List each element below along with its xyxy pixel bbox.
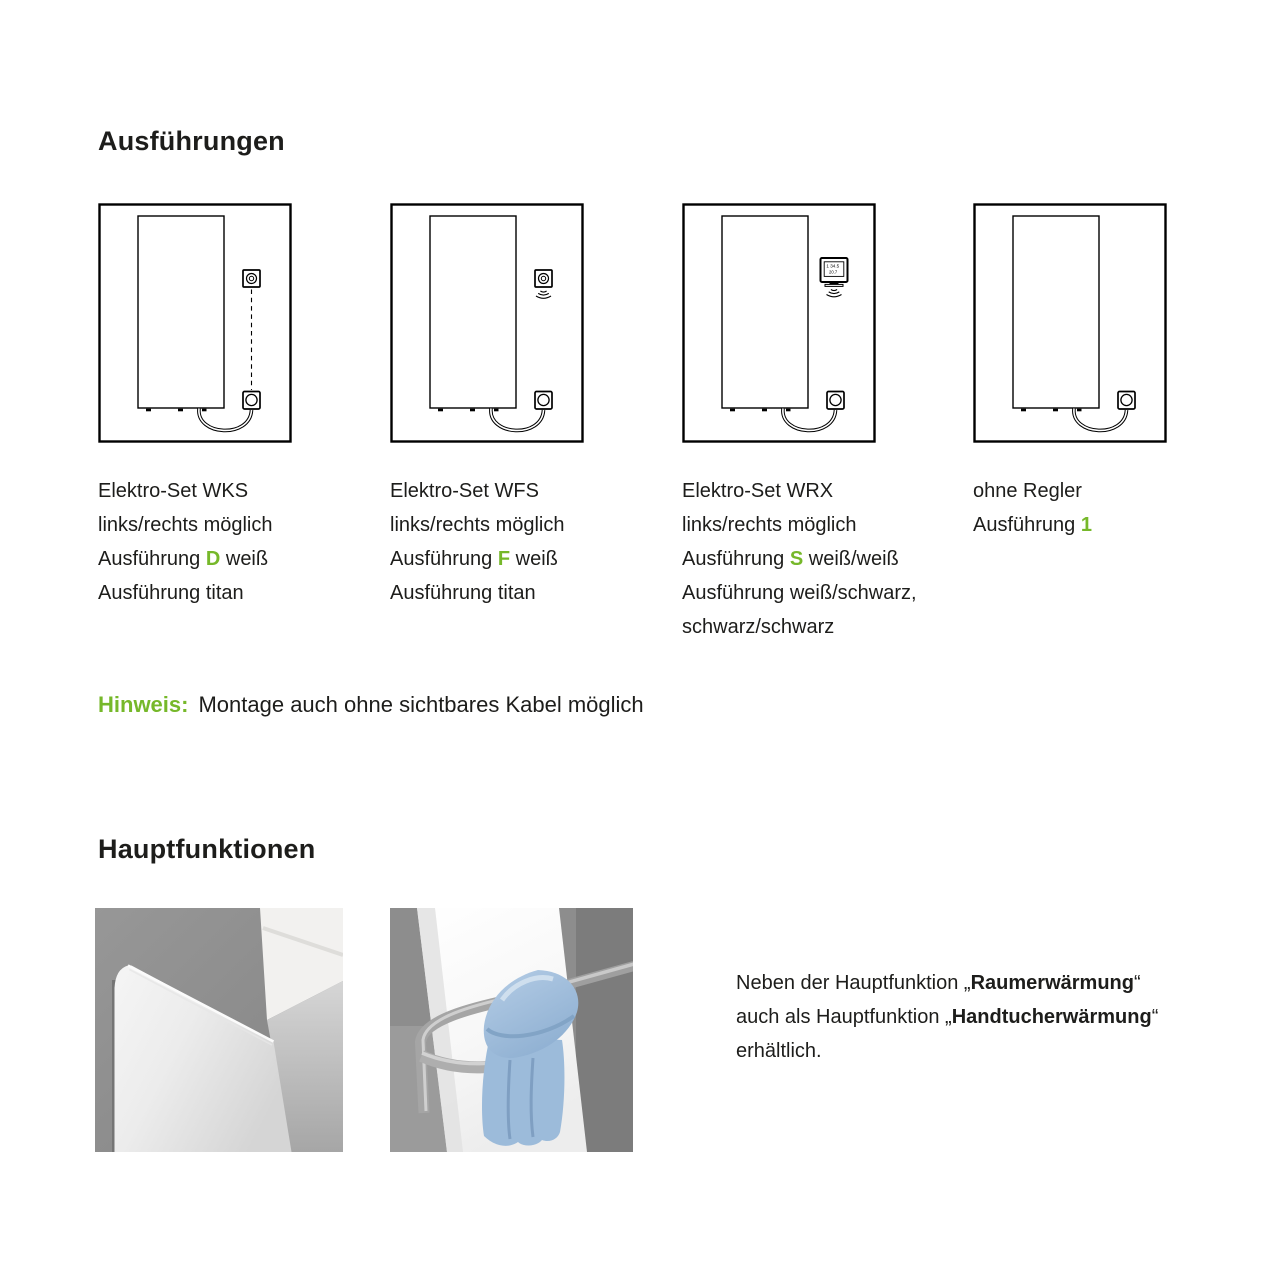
text-line [682, 610, 962, 644]
text-segment: Ausführung titan [390, 582, 536, 604]
diagram-wks [98, 203, 292, 443]
power-socket-icon [1118, 392, 1135, 410]
photo2-dark-strip [576, 908, 633, 1152]
display-controller-icon [821, 258, 848, 286]
radiator-outline [138, 216, 224, 408]
text-line [736, 1034, 1158, 1068]
text-line [98, 474, 378, 508]
text-line [390, 474, 670, 508]
variant-ohne-regler-caption [973, 474, 1253, 542]
variant-wfs [390, 203, 670, 610]
variant-ohne-regler [973, 203, 1253, 542]
text-segment: Ausführung titan [98, 582, 244, 604]
power-socket-icon [827, 392, 844, 410]
diagram-ohne-regler [973, 203, 1167, 443]
text-line [98, 508, 378, 542]
variant-wfs-caption [390, 474, 670, 610]
section-title-ausfuehrungen: Ausführungen [98, 126, 285, 156]
radiator-outline [722, 216, 808, 408]
text-segment: links/rechts möglich [98, 514, 273, 536]
text-segment: links/rechts möglich [682, 514, 857, 536]
wireless-thermostat-dial-icon [535, 270, 552, 287]
photo-panel-edge [95, 908, 343, 1152]
highlighted-text: 1 [1080, 514, 1092, 536]
diagram-wrx [682, 203, 876, 443]
text-segment: “ [1133, 972, 1141, 994]
controller-display-row1: 1 34.5 [826, 263, 840, 269]
text-segment: Neben der Hauptfunktion „ [736, 972, 971, 994]
variant-wrx [682, 203, 962, 644]
hauptfunktionen-paragraph [736, 966, 1158, 1068]
diagram-wfs [390, 203, 584, 443]
text-segment: Ausführung [682, 548, 790, 570]
highlighted-text: S [789, 548, 804, 570]
text-segment: weiß [220, 548, 269, 570]
text-segment: auch als Hauptfunktion „ [736, 1006, 952, 1028]
highlighted-text: F [497, 548, 511, 570]
text-segment: links/rechts möglich [390, 514, 565, 536]
text-segment: Elektro-Set WKS [98, 480, 249, 502]
text-segment: Ausführung [973, 514, 1081, 536]
hinweis-note [98, 691, 644, 719]
highlighted-text: Raumerwärmung [970, 972, 1134, 994]
text-line [973, 508, 1253, 542]
text-segment: ohne Regler [973, 480, 1082, 502]
text-segment: weiß/weiß [803, 548, 899, 570]
text-line [736, 1000, 1158, 1034]
radiator-outline [430, 216, 516, 408]
section-title-hauptfunktionen: Hauptfunktionen [98, 834, 316, 864]
power-socket-icon [243, 392, 260, 410]
variant-wks-caption [98, 474, 378, 610]
text-segment: Elektro-Set WFS [390, 480, 539, 502]
variant-wrx-caption [682, 474, 962, 644]
controller-display-row2: 20.7 [829, 269, 838, 275]
highlighted-text: Handtucherwärmung [951, 1006, 1152, 1028]
photo-towel-rail [390, 908, 633, 1152]
hinweis-label: Hinweis: [98, 692, 189, 717]
text-segment: Ausführung weiß/schwarz, [682, 582, 917, 604]
variant-wks [98, 203, 378, 610]
text-segment: Elektro-Set WRX [682, 480, 834, 502]
hinweis-text: Montage auch ohne sichtbares Kabel möglich [198, 692, 644, 717]
text-line [973, 474, 1253, 508]
thermostat-dial-icon [243, 270, 260, 287]
text-segment: Ausführung [390, 548, 498, 570]
text-line [682, 542, 962, 576]
text-segment: weiß [510, 548, 558, 570]
text-line [98, 576, 378, 610]
power-socket-icon [535, 392, 552, 410]
highlighted-text: D [205, 548, 221, 570]
radiator-outline [1013, 216, 1099, 408]
text-line [390, 508, 670, 542]
text-line [682, 474, 962, 508]
text-line [736, 966, 1158, 1000]
text-segment: erhältlich. [736, 1040, 822, 1062]
text-segment: Ausführung [98, 548, 206, 570]
text-segment: schwarz/schwarz [682, 616, 835, 638]
text-line [390, 542, 670, 576]
text-segment: “ [1151, 1006, 1159, 1028]
text-line [682, 508, 962, 542]
text-line [390, 576, 670, 610]
text-line [98, 542, 378, 576]
text-line [682, 576, 962, 610]
